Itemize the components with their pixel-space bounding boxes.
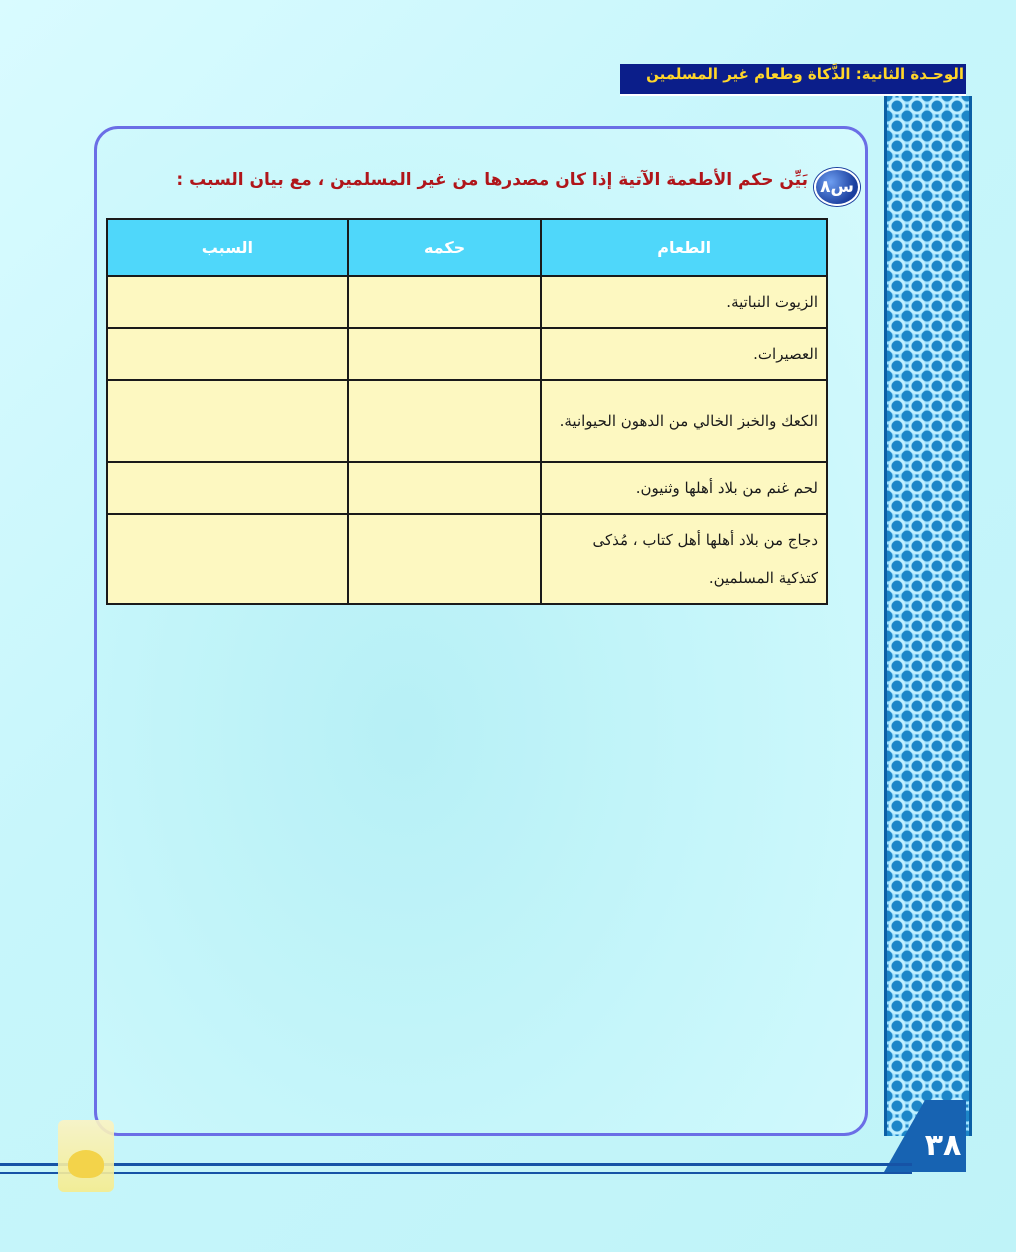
reason-cell[interactable] (107, 514, 348, 604)
table-row (107, 514, 827, 604)
reason-cell[interactable] (107, 462, 348, 514)
header-food: الطعام (541, 219, 827, 276)
reason-cell[interactable] (107, 380, 348, 462)
header-reason: السبب (107, 219, 348, 276)
food-cell: دجاج من بلاد أهلها أهل كتاب ، مُذكى كتذكية المسلمين. (541, 514, 827, 604)
ruling-cell[interactable] (348, 462, 542, 514)
table-row (107, 380, 827, 462)
table-row (107, 276, 827, 328)
page-number: ٣٨ (924, 1128, 962, 1163)
unit-title: الوحـدة الثانية: الذَّكاة وطعام غير المسلمين (646, 65, 964, 83)
question-number-badge: س٨ (814, 168, 860, 206)
table-row (107, 462, 827, 514)
food-cell: لحم غنم من بلاد أهلها وثنيون. (541, 462, 827, 514)
question-text: بَيِّن حكم الأطعمة الآتية إذا كان مصدرها من غير المسلمين ، مع بيان السبب : (176, 170, 808, 190)
ruling-cell[interactable] (348, 380, 542, 462)
food-cell: الزيوت النباتية. (541, 276, 827, 328)
logo-mark-icon (68, 1150, 104, 1178)
ruling-cell[interactable] (348, 514, 542, 604)
answer-table (106, 218, 828, 605)
food-cell: العصيرات. (541, 328, 827, 380)
ruling-cell[interactable] (348, 276, 542, 328)
header-ruling: حكمه (348, 219, 542, 276)
reason-cell[interactable] (107, 276, 348, 328)
footer-rule (0, 1163, 912, 1174)
table-row (107, 328, 827, 380)
table-header-row (107, 219, 827, 276)
ruling-cell[interactable] (348, 328, 542, 380)
reason-cell[interactable] (107, 328, 348, 380)
decorative-border (884, 96, 972, 1136)
food-cell: الكعك والخبز الخالي من الدهون الحيوانية. (541, 380, 827, 462)
